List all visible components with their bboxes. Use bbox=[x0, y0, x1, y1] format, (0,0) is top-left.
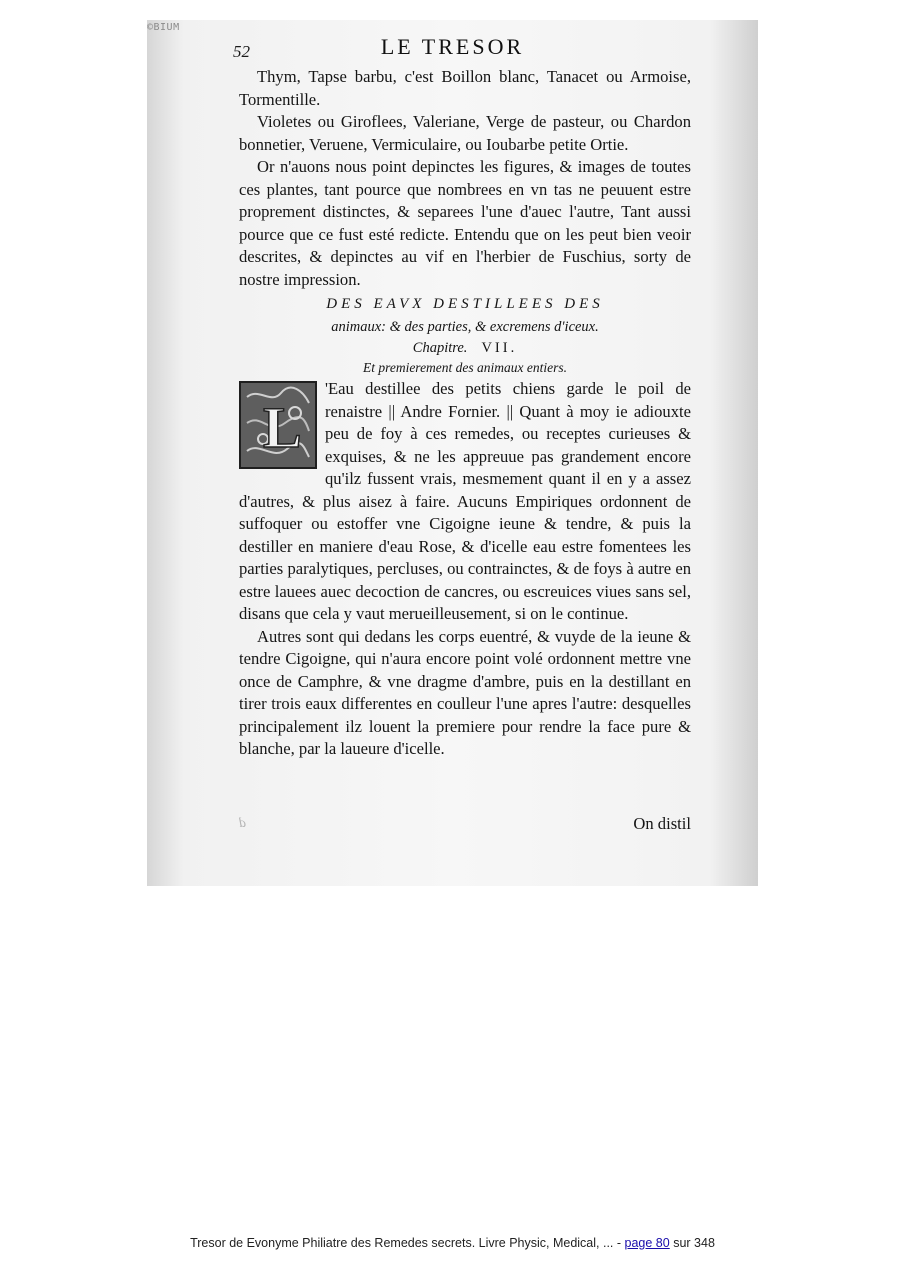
paragraph-distilled-waters: 'Eau destillee des petits chiens garde le poil de renaistre || Andre Fornier. || Quant à moy ie adiouxte peu de foy à ces remedes, ou receptes curieuses & exquises, & ne les appreuue pas grandement encore qu'ilz fussent vrais, mesmement quant il en y a assez d'autres, & plus aisez à faire. Aucuns Empiriques ordonnent de suffoquer ou estoffer vne Cigoigne ieune & tendre, & puis la destiller en maniere d'eau Rose, & d'icelle eau estre fomentees les parties paralytiques, percluses, ou contrainctes, & de foys à autre en estre lauees auec decoction de cancres, ou escreuices viues sans sel, disans que cela y vaut merueilleusement, si on le continue. bbox=[239, 379, 691, 623]
scanned-page bbox=[147, 20, 758, 886]
chapter-heading bbox=[239, 338, 691, 358]
chapter-number: VII. bbox=[481, 340, 518, 356]
catch-line bbox=[239, 814, 691, 838]
decorated-initial bbox=[239, 381, 317, 469]
page-link[interactable]: page 80 bbox=[624, 1236, 670, 1250]
paragraph-figures-note: Or n'auons nous point depinctes les figures, & images de toutes ces plantes, tant pource que nombrees en vn tas ne peuuent estre proprement distinctes, & separees l'une d'auec l'autre, Tant aussi pource que ce fust esté redicte. Entendu que on les peut bien veoir descrites, & depinctes au vif en l'herbier de Fuschius, sorty de nostre impression. bbox=[239, 157, 691, 289]
footer-caption bbox=[0, 1236, 905, 1250]
page-number: 52 bbox=[233, 42, 250, 61]
drop-initial-letter: L bbox=[263, 395, 302, 460]
footer-total: sur 348 bbox=[673, 1236, 715, 1250]
footer-title: Tresor de Evonyme Philiatre des Remedes secrets. Livre Physic, Medical, ... - bbox=[190, 1236, 622, 1250]
section-subtitle: animaux: & des parties, & excremens d'iceux. bbox=[331, 318, 599, 335]
running-head: LE TRESOR bbox=[380, 34, 525, 59]
catchword: On distil bbox=[633, 814, 691, 833]
signature-mark: d bbox=[239, 816, 246, 831]
chapter-subtitle: Et premierement des animaux entiers. bbox=[362, 360, 568, 375]
paragraph-plant-list-1: Thym, Tapse barbu, c'est Boillon blanc, Tanacet ou Armoise, Tormentille. bbox=[239, 67, 691, 109]
section-title: DES EAVX DESTILLEES DES bbox=[326, 296, 604, 312]
watermark: ©BIUM bbox=[147, 22, 180, 33]
paragraph-plant-list-2: Violetes ou Giroflees, Valeriane, Verge de pasteur, ou Chardon bonnetier, Veruene, Vermiculaire, ou Ioubarbe petite Ortie. bbox=[239, 112, 691, 154]
body-text bbox=[239, 66, 691, 761]
decorated-initial-ornament bbox=[241, 383, 315, 467]
paragraph-stork-remedy: Autres sont qui dedans les corps euentré, & vuyde de la ieune & tendre Cigoigne, qui n'aura encore point volé ordonnent mettre vne once de Camphre, & vne dragme d'ambre, puis en la destillant en tirer trois eaux differentes en coulleur l'une apres l'autre: desquelles principalement ilz louent la premiere pour rendre la face pure & blanche, par la laueure d'icelle. bbox=[239, 626, 691, 758]
chapter-label: Chapitre. bbox=[412, 340, 468, 356]
